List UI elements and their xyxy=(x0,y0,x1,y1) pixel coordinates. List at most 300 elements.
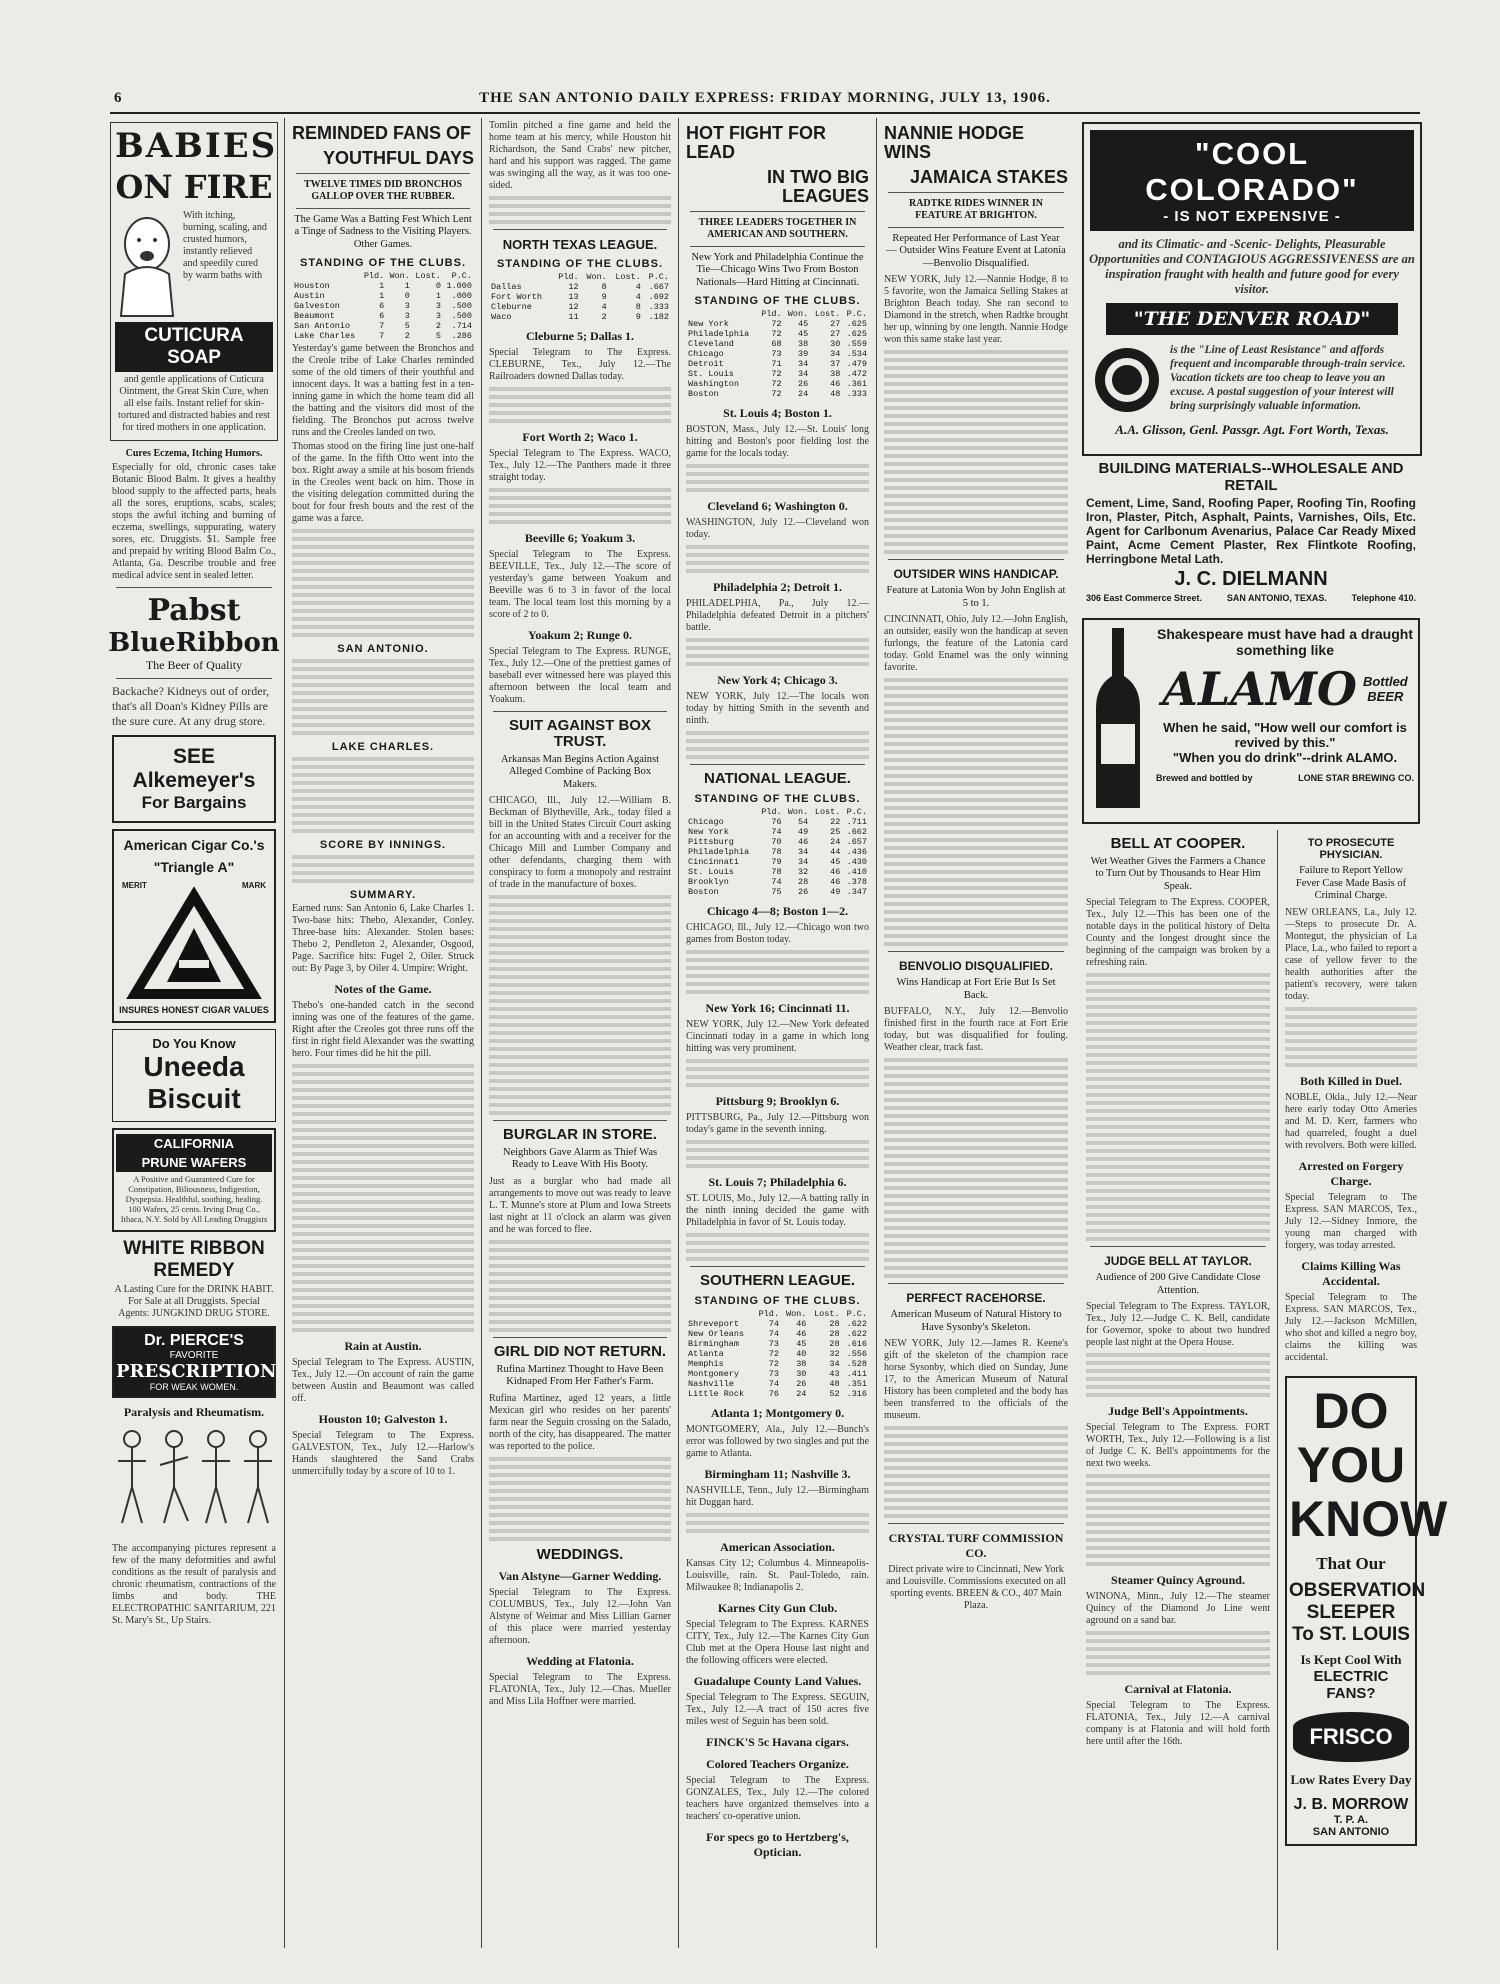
merit-label: MERIT xyxy=(122,881,147,891)
team-cell: Houston xyxy=(294,281,330,292)
box-score xyxy=(292,757,474,833)
divider xyxy=(116,678,272,679)
standings-row xyxy=(686,867,869,877)
standings-row xyxy=(686,1339,869,1349)
stat-cell: Pld. xyxy=(761,806,782,817)
article-body: NEW ORLEANS, La., July 12.—Steps to prosecute Dr. A. Montegut, the physician of La Place, La., who failed to report a case of yellow fever to the health authorities after the patient's recovery, were taken today. xyxy=(1285,906,1417,1002)
team-cell: Philadelphia xyxy=(688,329,750,340)
article-headline: BURGLAR IN STORE. xyxy=(503,1126,657,1143)
box-score xyxy=(686,950,869,994)
standings-header-row xyxy=(686,309,869,319)
standings-row xyxy=(292,291,474,301)
fort-worth-body: Special Telegram to The Express. WACO, Tex., July 12.—The Panthers made it three straight today. xyxy=(489,448,671,483)
stat-cell: 1 xyxy=(379,291,385,302)
stat-cell: 52 xyxy=(829,1388,840,1399)
cuticura-body: and gentle applications of Cuticura Ointment, the Great Skin Cure, when all else fails. Instant relief for skin-tortured and distracted babies and rest for tired mothers in one application. xyxy=(118,374,270,434)
stat-cell: 74 xyxy=(771,876,782,887)
stat-cell: 11 xyxy=(568,312,579,322)
stat-cell: 78 xyxy=(771,846,782,857)
yoakum-heading: Yoakum 2; Runge 0. xyxy=(527,628,632,642)
national-league-headline: NATIONAL LEAGUE. xyxy=(704,770,851,788)
divider xyxy=(888,227,1064,228)
stat-cell: 46 xyxy=(798,836,809,847)
article-headline: IN TWO BIG LEAGUES xyxy=(767,166,869,206)
stat-cell: .333 xyxy=(648,302,669,312)
uneeda-title: Uneeda xyxy=(143,1051,245,1083)
stat-cell: 4 xyxy=(601,302,607,312)
carnival-body: Special Telegram to The Express. FLATONIA, Tex., July 12.—A carnival company is at Flatonia and will hold forth here until after the 16th. xyxy=(1086,1700,1270,1748)
stat-cell: Lost. xyxy=(814,806,841,817)
race-results xyxy=(884,678,1068,946)
standings-row xyxy=(686,877,869,887)
observation-label: OBSERVATION xyxy=(1289,1579,1426,1601)
stat-cell: 25 xyxy=(830,826,841,837)
stat-cell: 6 xyxy=(379,311,385,322)
cigar-company: American Cigar Co.'s xyxy=(123,837,265,854)
stat-cell: .534 xyxy=(846,349,867,360)
game-heading: New York 16; Cincinnati 11. xyxy=(705,1000,850,1015)
article-headline: TO PROSECUTE PHYSICIAN. xyxy=(1307,837,1395,861)
stat-cell: 3 xyxy=(435,311,441,322)
turf-commission-ad-title: CRYSTAL TURF COMMISSION CO. xyxy=(888,1531,1064,1561)
stat-cell: 0 xyxy=(435,281,441,292)
standings-row xyxy=(686,359,869,369)
standings-row xyxy=(686,319,869,329)
duel-heading: Both Killed in Duel. xyxy=(1299,1073,1403,1088)
page-number: 6 xyxy=(114,90,123,106)
stat-cell: Won. xyxy=(787,806,809,817)
building-materials-body: Cement, Lime, Sand, Roofing Paper, Roofing Tin, Roofing Iron, Plaster, Pitch, Asphalt, Paints, Varnishes, Oils, Etc. Agent for Carlbonum Avenarius, Palace Car Ready Mixed Paint, Acme Cement Plaster, Rex Flintkote Roofing, Herringbone Metal Lath. xyxy=(1086,496,1416,566)
standings-row xyxy=(686,1379,869,1389)
alamo-wordmark: ALAMO xyxy=(1162,662,1357,716)
team-cell: Atlanta xyxy=(688,1348,724,1359)
divider xyxy=(690,764,865,765)
game-heading: St. Louis 4; Boston 1. xyxy=(723,406,832,421)
team-cell: Beaumont xyxy=(294,311,335,322)
article-deck: Audience of 200 Give Candidate Close Attention. xyxy=(1095,1272,1261,1296)
stat-cell: 30 xyxy=(796,1368,807,1379)
stat-cell: 78 xyxy=(771,866,782,877)
weak-women-label: FOR WEAK WOMEN. xyxy=(149,1382,239,1393)
column-5 xyxy=(880,118,1072,1948)
stat-cell: 3 xyxy=(404,301,410,312)
text-block xyxy=(884,1426,1068,1518)
masthead xyxy=(110,86,1420,114)
article-body: Just as a burglar who had made all arrangements to move out was ready to leave L. T. Munne's store at Plum and Iowa Streets last night at 11 o'clock an alarm was given and he was forced to flee. xyxy=(489,1175,671,1235)
stat-cell: 6 xyxy=(379,301,385,312)
stat-cell: 28 xyxy=(829,1338,840,1349)
standings-row xyxy=(686,1329,869,1339)
stat-cell: .472 xyxy=(846,369,867,380)
denver-road-seal-icon xyxy=(1092,345,1162,415)
article-subhead: THREE LEADERS TOGETHER IN AMERICAN AND SOUTHERN. xyxy=(698,216,857,240)
standings-row xyxy=(686,389,869,399)
game-body: PHILADELPHIA, Pa., July 12.—Philadelphia defeated Detroit in a pitchers' battle. xyxy=(686,598,869,634)
you-label: YOU xyxy=(1296,1436,1406,1493)
stat-cell: 73 xyxy=(768,1368,779,1379)
game-body: PITTSBURG, Pa., July 12.—Pittsburg won today's game in the seventh inning. xyxy=(686,1111,869,1135)
box-score xyxy=(489,488,671,524)
bottled-label: Bottled xyxy=(1362,674,1408,689)
weddings-headline: WEDDINGS. xyxy=(536,1545,624,1563)
stat-cell: 7 xyxy=(379,321,385,332)
babies-body: With itching, burning, scaling, and crusted humors, instantly relieved and speedily cured by warm baths with xyxy=(183,210,267,282)
stat-cell: 34 xyxy=(798,846,809,857)
stat-cell: 46 xyxy=(830,876,841,887)
standings-row xyxy=(686,329,869,339)
stat-cell: 1 xyxy=(435,291,441,302)
game-body: MONTGOMERY, Ala., July 12.—Bunch's error was followed by two singles and put the game to Atlanta. xyxy=(686,1423,869,1459)
stat-cell: 72 xyxy=(771,329,782,340)
appointments-body: Special Telegram to The Express. FORT WORTH, Tex., July 12.—Following is a list of Judge C. K. Bell's appointments for the next two weeks. xyxy=(1086,1422,1270,1470)
crying-baby-icon xyxy=(115,208,179,318)
standings-row xyxy=(489,292,671,302)
stat-cell: .316 xyxy=(846,1388,867,1399)
article-headline: PERFECT RACEHORSE. xyxy=(906,1291,1046,1306)
stat-cell: 32 xyxy=(829,1348,840,1359)
pabst-ad xyxy=(108,593,280,673)
know-label: KNOW xyxy=(1289,1490,1448,1547)
wedding-body: Special Telegram to The Express. COLUMBUS, Tex., July 12.—John Van Alstyne of Weimar and Miss Lillian Garner of this place were married yesterday afternoon. xyxy=(489,1587,671,1647)
summary-heading: SUMMARY. xyxy=(349,889,417,902)
column-7 xyxy=(1281,830,1448,1948)
stat-cell: 26 xyxy=(798,886,809,897)
stat-cell: 28 xyxy=(829,1318,840,1329)
frisco-logo: FRISCO xyxy=(1293,1712,1409,1762)
cool-colorado-ad xyxy=(1082,122,1422,456)
stat-cell: 46 xyxy=(796,1318,807,1329)
team-cell: Waco xyxy=(491,312,512,322)
paralysis-body: The accompanying pictures represent a few of the many deformities and awful conditions as the result of paralysis and chronic rheumatism, contractions of the limbs and body. THE ELECTROPATHIC SANITARIUM, 221 St. Mary's St., Up Stairs. xyxy=(112,1543,276,1627)
stat-cell: .500 xyxy=(451,311,472,322)
stat-cell: 28 xyxy=(798,876,809,887)
dielmann-phone: Telephone 410. xyxy=(1351,593,1416,603)
column-rule xyxy=(481,118,482,1948)
pierces-prescription-ad xyxy=(112,1326,276,1398)
game-heading: New York 4; Chicago 3. xyxy=(717,673,838,688)
team-cell: Detroit xyxy=(688,359,724,370)
morrow-name: J. B. MORROW xyxy=(1293,1795,1409,1813)
stat-cell: 5 xyxy=(404,321,410,332)
team-cell: Washington xyxy=(688,379,740,390)
column-2 xyxy=(288,118,478,1948)
game-body: NEW YORK, July 12.—The locals won today by hitting Smith in the seventh and ninth. xyxy=(686,691,869,727)
game-heading: Atlanta 1; Montgomery 0. xyxy=(710,1405,845,1420)
stat-cell: 22 xyxy=(830,816,841,827)
standings-row xyxy=(686,817,869,827)
text-block xyxy=(1086,1474,1270,1566)
alkemeyers-label: Alkemeyer's xyxy=(132,769,256,793)
standings-row xyxy=(686,827,869,837)
stat-cell: .436 xyxy=(846,846,867,857)
team-cell: Nashville xyxy=(688,1378,734,1389)
masthead-title: THE SAN ANTONIO DAILY EXPRESS: FRIDAY MORNING, JULY 13, 1906. xyxy=(479,90,1051,106)
box-score xyxy=(686,731,869,759)
stat-cell: 38 xyxy=(796,1358,807,1369)
stat-cell: .714 xyxy=(451,321,472,332)
box-score xyxy=(686,1140,869,1168)
game-heading: Pittsburg 9; Brooklyn 6. xyxy=(715,1093,840,1108)
standings-row xyxy=(686,339,869,349)
st-louis-label: To ST. LOUIS xyxy=(1292,1623,1410,1645)
notes-heading: Notes of the Game. xyxy=(334,982,432,997)
blue-ribbon-title: BlueRibbon xyxy=(108,628,280,659)
stat-cell: 71 xyxy=(771,359,782,370)
turf-commission-ad-body: Direct private wire to Cincinnati, New York and Louisville. Commissions executed on all sporting events. BREEN & CO., 407 Main Plaza. xyxy=(886,1564,1066,1612)
tpa-label: T. P. A. xyxy=(1333,1813,1369,1826)
stat-cell: 0 xyxy=(404,291,410,302)
box-score xyxy=(686,545,869,573)
stat-cell: 1 xyxy=(379,281,385,292)
column-ads-left xyxy=(108,118,280,1948)
stat-cell: 46 xyxy=(830,866,841,877)
text-block xyxy=(489,895,671,1115)
stat-cell: 72 xyxy=(768,1348,779,1359)
stat-cell: 2 xyxy=(435,321,441,332)
stat-cell: Won. xyxy=(785,1308,807,1319)
stat-cell: 72 xyxy=(771,319,782,330)
box-score xyxy=(686,1059,869,1087)
stat-cell: Pld. xyxy=(761,309,782,320)
yoakum-body: Special Telegram to The Express. RUNGE, Tex., July 12.—One of the prettiest games of baseball ever witnessed here was played this afternoon between the local team and Yoakum. xyxy=(489,646,671,705)
american-league-standings xyxy=(686,309,869,399)
divider xyxy=(493,1337,667,1338)
land-values-heading: Guadalupe County Land Values. xyxy=(693,1673,862,1688)
standings-header-row xyxy=(686,807,869,817)
text-block xyxy=(1285,1007,1417,1067)
beer-label: BEER xyxy=(1367,689,1404,704)
game-body: NASHVILLE, Tenn., July 12.—Birmingham hit Duggan hard. xyxy=(686,1484,869,1508)
stat-cell: 26 xyxy=(796,1378,807,1389)
low-rates-label: Low Rates Every Day xyxy=(1290,1771,1412,1787)
divider xyxy=(888,951,1064,952)
stat-cell: 79 xyxy=(771,856,782,867)
team-cell: Memphis xyxy=(688,1358,724,1369)
text-block xyxy=(292,529,474,637)
race-results xyxy=(884,1058,1068,1278)
standings-header-row xyxy=(292,271,474,281)
article-body: Yesterday's game between the Bronchos and the Creole tribe of Lake Charles reminded some of the old timers of their youthful and innocent days. It was a batting fest in a ten-inning game in which the home team did all the batting and the visitors did most of the fielding. The Bronchos put across twelve runs and the Creoles landed on two. xyxy=(292,343,474,439)
electric-fans-label: ELECTRIC FANS? xyxy=(1313,1667,1389,1702)
san-antonio-label: SAN ANTONIO xyxy=(1312,1825,1390,1838)
stat-cell: 34 xyxy=(829,1358,840,1369)
prescription-label: PRESCRIPTION xyxy=(116,1361,277,1383)
cleburne-heading: Cleburne 5; Dallas 1. xyxy=(526,329,634,343)
stat-cell: .347 xyxy=(846,886,867,897)
prune-wafers-ad xyxy=(112,1128,276,1232)
cool-colorado-title: "COOL COLORADO" xyxy=(1145,136,1359,207)
text-block xyxy=(1086,1631,1270,1675)
article-headline: HOT FIGHT FOR LEAD xyxy=(686,123,826,162)
southern-league-standings xyxy=(686,1309,869,1399)
article-body: Special Telegram to The Express. TAYLOR, Tex., July 12.—Judge C. K. Bell, candidate for Governor, spoke to about two hundred people last night at the Opera House. xyxy=(1086,1301,1270,1349)
article-deck: New York and Philadelphia Continue the Tie—Chicago Wins Two From Boston Nationals—Hard Hitting at Cincinnati. xyxy=(691,251,864,288)
team-cell xyxy=(686,807,757,817)
team-cell: New York xyxy=(688,319,729,330)
standings-heading: STANDING OF THE CLUBS. xyxy=(694,295,861,308)
stat-cell: 32 xyxy=(798,866,809,877)
team-cell: San Antonio xyxy=(294,321,351,332)
frisco-observation-sleeper-ad xyxy=(1285,1376,1448,1846)
cuticura-ad xyxy=(110,122,278,441)
divider xyxy=(493,711,667,712)
stat-cell: 72 xyxy=(771,379,782,390)
that-our-label: That Our xyxy=(1316,1553,1386,1573)
standings-row xyxy=(686,887,869,897)
box-score-heading: LAKE CHARLES. xyxy=(331,741,435,754)
gun-club-body: Special Telegram to The Express. KARNES CITY, Tex., July 12.—The Karnes City Gun Club met at the Opera House last night and the following officers were elected. xyxy=(686,1618,869,1666)
game-heading: St. Louis 7; Philadelphia 6. xyxy=(708,1174,847,1189)
stat-cell: P.C. xyxy=(451,271,472,282)
article-deck: Arkansas Man Begins Action Against Alleged Combine of Packing Box Makers. xyxy=(500,753,660,790)
stat-cell: 74 xyxy=(768,1328,779,1339)
game-body: CHICAGO, Ill., July 12.—Chicago won two games from Boston today. xyxy=(686,921,869,945)
stat-cell: P.C. xyxy=(648,272,669,282)
dielmann-title: J. C. DIELMANN xyxy=(1174,568,1328,590)
team-cell: New Orleans xyxy=(688,1328,745,1339)
cuticura-soap-banner: CUTICURA SOAP xyxy=(115,322,273,372)
divider xyxy=(888,1283,1064,1284)
pierces-label: Dr. PIERCE'S xyxy=(144,1332,244,1350)
stat-cell: 28 xyxy=(829,1328,840,1339)
standings-row xyxy=(489,282,671,292)
stat-cell: 74 xyxy=(771,826,782,837)
stat-cell: 74 xyxy=(768,1378,779,1389)
uneeda-question: Do You Know xyxy=(152,1036,236,1052)
forgery-heading: Arrested on Forgery Charge. xyxy=(1298,1158,1404,1188)
column-rule xyxy=(678,118,679,1948)
standings-row xyxy=(292,321,474,331)
denver-road-banner: "THE DENVER ROAD" xyxy=(1106,303,1398,335)
rain-heading: Rain at Austin. xyxy=(344,1339,422,1354)
divider xyxy=(493,1120,667,1121)
stat-cell: 2 xyxy=(601,312,607,322)
stat-cell: 1 xyxy=(404,281,410,292)
article-headline: GIRL DID NOT RETURN. xyxy=(493,1342,667,1360)
national-league-standings xyxy=(686,807,869,897)
article-body: CINCINNATI, Ohio, July 12.—John English, an outsider, easily won the handicap at seven furlongs, the feature of the Latonia card today. Gold Enamel was the only winning favorite. xyxy=(884,614,1068,674)
alamo-quote: "When you do drink"--drink ALAMO. xyxy=(1172,750,1398,765)
game-heading: Philadelphia 2; Detroit 1. xyxy=(712,580,843,595)
land-values-body: Special Telegram to The Express. SEGUIN, Tex., July 12.—A tract of 150 acres five miles west of Seguin has been sold. xyxy=(686,1691,869,1727)
stat-cell: .667 xyxy=(648,282,669,292)
stat-cell: 73 xyxy=(768,1338,779,1349)
do-label: DO xyxy=(1313,1382,1389,1439)
team-cell: Montgomery xyxy=(688,1368,740,1379)
dielmann-city: SAN ANTONIO, TEXAS. xyxy=(1226,593,1327,603)
texas-league-standings xyxy=(292,271,474,341)
dielmann-address: 306 East Commerce Street. xyxy=(1086,593,1203,603)
team-cell: New York xyxy=(688,826,729,837)
triangle-a-logo-icon xyxy=(129,890,259,1000)
standings-heading: STANDING OF THE CLUBS. xyxy=(694,1294,861,1307)
stat-cell: 13 xyxy=(568,292,579,302)
team-cell: St. Louis xyxy=(688,369,734,380)
remedy-title: REMEDY xyxy=(153,1260,235,1282)
divider xyxy=(888,192,1064,193)
fort-worth-heading: Fort Worth 2; Waco 1. xyxy=(522,430,638,444)
stat-cell: .430 xyxy=(846,856,867,867)
standings-row xyxy=(686,1389,869,1399)
stat-cell: 8 xyxy=(635,302,641,312)
biscuit-title: Biscuit xyxy=(147,1083,241,1115)
stat-cell: 48 xyxy=(830,389,841,400)
team-cell: Brooklyn xyxy=(688,876,729,887)
team-cell: Cleburne xyxy=(491,302,532,312)
stat-cell: 2 xyxy=(404,331,410,342)
standings-row xyxy=(686,349,869,359)
stat-cell: 9 xyxy=(601,292,607,302)
stat-cell: 49 xyxy=(798,826,809,837)
team-cell: Lake Charles xyxy=(294,331,356,342)
stat-cell: 72 xyxy=(771,369,782,380)
patients-illustration-icon xyxy=(110,1425,278,1535)
building-materials-ad xyxy=(1082,460,1420,612)
stat-cell: .556 xyxy=(846,1348,867,1359)
stat-cell: P.C. xyxy=(846,806,867,817)
stat-cell: 26 xyxy=(798,379,809,390)
standings-row xyxy=(686,369,869,379)
standings-row xyxy=(292,281,474,291)
north-texas-heading: NORTH TEXAS LEAGUE. xyxy=(502,237,658,252)
team-cell: Chicago xyxy=(688,816,724,827)
babies-headline: BABIES xyxy=(115,126,278,166)
denver-road-body: is the "Line of Least Resistance" and affords frequent and incomparable through-train service. Vacation tickets are too cheap to leave you an excuse. A postal suggestion of your interest will bring surprisingly valuable information. xyxy=(1170,344,1406,412)
game-body: BOSTON, Mass., July 12.—St. Louis' long hitting and Boston's poor fielding lost the game for the locals today. xyxy=(686,424,869,460)
text-block xyxy=(489,1240,671,1332)
stat-cell: 7 xyxy=(379,331,385,342)
stat-cell: .616 xyxy=(846,1338,867,1349)
alamo-beer-ad xyxy=(1082,618,1420,824)
stat-cell: 38 xyxy=(798,339,809,350)
team-cell: Cincinnati xyxy=(688,856,740,867)
stat-cell: 3 xyxy=(404,311,410,322)
stat-cell: 4 xyxy=(635,282,641,292)
team-cell xyxy=(686,1309,754,1319)
stat-cell: 76 xyxy=(768,1388,779,1399)
beeville-heading: Beeville 6; Yoakum 3. xyxy=(524,531,636,545)
uneeda-ad xyxy=(112,1029,276,1122)
eczema-body: Especially for old, chronic cases take Botanic Blood Balm. It gives a healthy blood supply to the affected parts, heals all the sores, eruptions, scabs, scales; stops the awful itching and burning of eczema, swellings, suppurating, watery sores, etc. Druggists. $1. Sample free and prepaid by writing Blood Balm Co., Atlanta, Ga. Describe trouble and free medical advice sent in sealed letter. xyxy=(112,462,276,582)
divider xyxy=(690,211,865,212)
column-rule xyxy=(284,118,285,1948)
brewed-label: Brewed and bottled by xyxy=(1156,773,1253,783)
team-cell: Boston xyxy=(688,886,719,897)
team-cell: Cleveland xyxy=(688,339,734,350)
favorite-label: FAVORITE xyxy=(169,1350,219,1362)
alkemeyer-ad xyxy=(112,735,276,823)
article-deck: Wins Handicap at Fort Erie But Is Set Back. xyxy=(896,977,1056,1001)
stat-cell: .378 xyxy=(846,876,867,887)
article-deck: American Museum of Natural History to Have Sysonby's Skeleton. xyxy=(890,1309,1062,1333)
article-headline: JAMAICA STAKES xyxy=(909,166,1068,187)
stat-cell: 74 xyxy=(768,1318,779,1329)
article-body: Rufina Martinez, aged 12 years, a little Mexican girl who resides on her parents' farm near the Seguin crossing on the Salado, north of the city, has disappeared. The matter was reported to the police. xyxy=(489,1392,671,1452)
stat-cell: 40 xyxy=(796,1348,807,1359)
article-body: CHICAGO, Ill., July 12.—William B. Beckman of Blytheville, Ark., today filed a bill in the United States Circuit Court asking for an accounting with and a receiver for the Chicago Mill and Lumber Company and other defendants, charging them with conspiracy to form a monopoly and restraint of trade in the manufacture of boxes. xyxy=(489,795,671,890)
stat-cell: 27 xyxy=(830,319,841,330)
wedding-heading: Wedding at Flatonia. xyxy=(526,1654,634,1669)
article-headline: NANNIE HODGE WINS xyxy=(884,123,1025,162)
southern-league-headline: SOUTHERN LEAGUE. xyxy=(699,1271,855,1289)
box-score xyxy=(489,196,671,224)
stat-cell: Lost. xyxy=(814,309,841,320)
association-heading: American Association. xyxy=(720,1539,835,1554)
standings-row xyxy=(686,1319,869,1329)
box-score xyxy=(686,1233,869,1261)
divider xyxy=(296,173,470,174)
stat-cell: 76 xyxy=(771,816,782,827)
